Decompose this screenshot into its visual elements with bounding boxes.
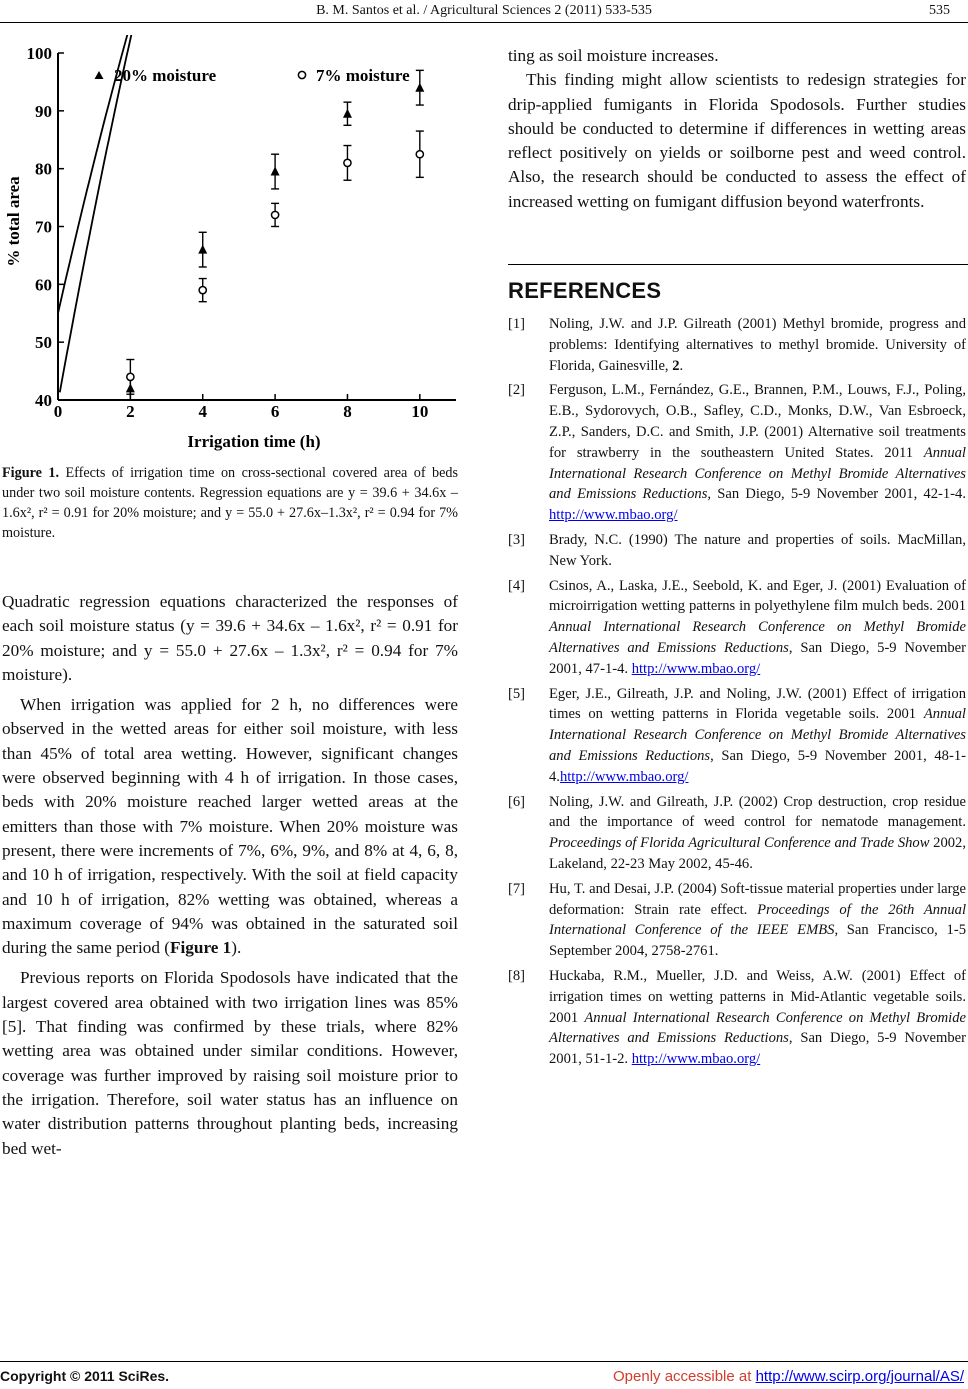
y-tick-label: 70: [35, 217, 52, 237]
reference-link[interactable]: http://www.mbao.org/: [559, 768, 689, 785]
reference-text-part: Noling, J.W. and J.P. Gilreath (2001) Methyl bromide, progress and problems: Identifying alternatives to methyl bromide. University of Florida, Gainesville,: [549, 316, 966, 374]
reference-number: [6]: [508, 793, 526, 810]
reference-text-part: Eger, J.E., Gilreath, J.P. and Noling, J.W. (2001) Effect of irrigation times on wetting patterns in Florida vegetable soils. 2001: [549, 685, 966, 723]
data-point-triangle: [271, 167, 280, 176]
reference-text-part: 2002, Lakeland, 22-23 May 2002, 45-46.: [549, 835, 967, 872]
reference-number: [8]: [508, 967, 526, 984]
reference-link[interactable]: http://www.mbao.org/: [549, 507, 678, 524]
reference-text-part: .: [679, 357, 684, 374]
legend-label-7pct: 7% moisture: [316, 66, 410, 85]
figure-caption-text: Effects of irrigation time on cross-sectional covered area of beds under two soil moisture contents. Regression equations are y = 39.6 + 34.6x – 1.6x², r² = 0.91 for 20% moisture; and y = 55.0 + 27.6x–1.3x², r² = 0.94 for 7% moisture.: [2, 465, 458, 541]
reference-text: [549, 966, 966, 1070]
reference-source-title: Annual International Research Conference on Methyl Bromide Alternatives and Emissions Reductions: [549, 444, 966, 503]
reference-text-part: Ferguson, L.M., Fernández, G.E., Brannen, P.M., Louws, F.J., Poling, E.B., Sydorovych, O.B., Safley, C.D., Monks, D.W., Van Esbroeck, Z.P., Sanders, D.C. and Smith, J.P. (2001) Alternative soil treatments for strawberry in the southeastern United States. 2011: [549, 382, 966, 461]
reference-source-title: Proceedings of Florida Agricultural Conference and Trade Show: [549, 835, 930, 852]
reference-number: [1]: [508, 316, 526, 332]
fit-curve-20pct: [60, 35, 440, 392]
reference-link[interactable]: http://www.mbao.org/: [631, 1051, 761, 1068]
x-tick-label: 0: [53, 402, 63, 421]
reference-item: [508, 576, 966, 680]
y-tick-label: 60: [35, 275, 52, 295]
open-access-text: Openly accessible at: [613, 1368, 756, 1385]
paragraph: ting as soil moisture increases.: [508, 46, 719, 65]
x-tick-label: 10: [411, 402, 429, 421]
references-heading: REFERENCES: [508, 278, 662, 303]
paragraph-text: ).: [231, 938, 242, 958]
reference-text-part: Hu, T. and Desai, J.P. (2004) Soft-tissue material properties under large deformation: Strain rate effect.: [549, 880, 966, 918]
copyright-notice: Copyright © 2011 SciRes.: [0, 1368, 170, 1384]
open-access-notice: [613, 1368, 964, 1385]
paragraph-text: When irrigation was applied for 2 h, no differences were observed in the wetted areas for either soil moisture, with less than 45% of total area wetting. However, significant changes were observed beginning with 4 h of irrigation. In those cases, beds with 20% moisture reached larger wetted areas at the emitters than those with 7% moisture. When 20% moisture was present, there were increments of 7%, 6%, 9%, and 8% at 4, 6, 8, and 10 h of irrigation, respectively. With the soil at field capacity and 10 h of irrigation, 82% wetting was obtained, whereas a maximum coverage of 94% was obtained in the saturated soil during the same period (: [2, 695, 458, 958]
header-rule: [0, 22, 968, 23]
x-tick-label: 8: [343, 402, 352, 421]
reference-link[interactable]: http://www.mbao.org/: [631, 660, 761, 677]
reference-item: [508, 792, 966, 875]
paragraph: [2, 693, 458, 960]
y-tick-label: 50: [35, 333, 52, 353]
reference-number: [3]: [508, 531, 526, 548]
figure-caption-label: Figure 1.: [2, 465, 60, 481]
legend-marker-circle: [298, 71, 305, 78]
reference-text-part: , San Diego, 5-9 November 2001, 48-1-4.: [549, 747, 966, 785]
reference-item: [508, 684, 966, 788]
reference-source-title: Annual International Research Conference on Methyl Bromide Alternatives and Emissions Reductions: [549, 1009, 966, 1047]
y-axis-title: % total area: [4, 176, 23, 267]
figure-reference: Figure 1: [170, 938, 232, 958]
reference-text: [549, 380, 966, 526]
reference-text-part: , San Francisco, 1-5 September 2004, 2758-2761.: [549, 922, 966, 960]
reference-text-part: , San Diego, 5-9 November 2001, 47-1-4.: [549, 639, 966, 677]
reference-text-part: , San Diego, 5-9 November 2001, 51-1-2.: [549, 1030, 966, 1068]
reference-text-part: , San Diego, 5-9 November 2001, 42-1-4.: [707, 486, 966, 503]
running-title: B. M. Santos et al. / Agricultural Sciences 2 (2011) 533-535: [316, 3, 652, 18]
running-header: [0, 0, 968, 24]
paragraph: Quadratic regression equations characterized the responses of each soil moisture status (y = 39.6 + 34.6x – 1.6x², r² = 0.91 for 20% moisture; and y = 55.0 + 27.6x – 1.3x², r² = 0.94 for 7% moisture).: [2, 592, 458, 684]
reference-text-part: Brady, N.C. (1990) The nature and properties of soils. MacMillan, New York.: [549, 531, 966, 569]
data-point-circle: [127, 373, 134, 380]
data-point-circle: [199, 287, 206, 294]
figure-1-chart: [0, 35, 470, 455]
figure-caption: [2, 463, 458, 543]
reference-source-title: Proceedings of the 26th Annual International Conference of the IEEE EMBS: [549, 901, 966, 939]
reference-text: [549, 792, 966, 875]
paragraph: Previous reports on Florida Spodosols have indicated that the largest covered area obtained with two irrigation lines was 85% [5]. That finding was confirmed by these trials, where 82% wetting area was obtained under similar conditions. However, coverage was further improved by raising soil moisture prior to the irrigation. Therefore, soil water status has an influence on water distribution patterns throughout planting beds, increasing bed wet-: [2, 968, 458, 1158]
reference-text-part: Huckaba, R.M., Mueller, J.D. and Weiss, A.W. (2001) Effect of irrigation times on wetting patterns in Mid-Atlantic vegetable soils. 2001: [549, 967, 966, 1026]
x-tick-label: 6: [270, 402, 280, 421]
reference-item: [508, 380, 966, 526]
journal-link[interactable]: http://www.scirp.org/journal/AS/: [755, 1368, 964, 1385]
data-point-circle: [416, 151, 423, 158]
data-point-triangle: [415, 83, 424, 92]
reference-text: [549, 684, 966, 788]
reference-item: [508, 966, 966, 1070]
reference-text: [549, 576, 966, 680]
reference-text-part: Csinos, A., Laska, J.E., Seebold, K. and Eger, J. (2001) Evaluation of microirrigation wetting patterns in polyethylene film mulch beds. 2001: [549, 577, 966, 615]
legend-label-20pct: 20% moisture: [114, 66, 217, 85]
data-point-triangle: [198, 245, 207, 254]
paragraph: This finding might allow scientists to redesign strategies for drip-applied fumigants in Florida Spodosols. Further studies should be conducted to determine if differences in wetting areas reflect positively on yields or soilborne pest and weed control. Also, the research should be conducted to assess the effect of increased wetting on fumigant diffusion beyond waterfronts.: [508, 70, 966, 211]
y-tick-label: 80: [35, 159, 52, 179]
reference-list: [508, 314, 966, 1074]
reference-item: [508, 314, 966, 376]
reference-item: [508, 879, 966, 962]
x-tick-label: 2: [126, 402, 135, 421]
reference-volume: 2: [672, 357, 680, 374]
x-tick-label: 4: [198, 402, 207, 421]
reference-source-title: Annual International Research Conference on Methyl Bromide Alternatives and Emissions Reductions: [549, 706, 966, 764]
page-number: 535: [929, 3, 950, 18]
reference-text: [549, 530, 966, 572]
reference-number: [4]: [508, 577, 526, 594]
y-tick-label: 100: [26, 44, 52, 63]
reference-source-title: Annual International Research Conference on Methyl Bromide Alternatives and Emissions Reductions: [549, 619, 966, 656]
footer-rule: [0, 1361, 968, 1362]
reference-text: [549, 314, 966, 376]
data-point-circle: [271, 211, 278, 218]
data-point-triangle: [343, 109, 352, 118]
reference-text-part: Noling, J.W. and Gilreath, J.P. (2002) Crop destruction, crop residue and the importance of weed control for nematode management.: [549, 793, 966, 831]
references-rule: [508, 264, 968, 265]
left-column: [2, 590, 458, 1161]
reference-number: [7]: [508, 880, 526, 897]
legend-marker-triangle: [95, 71, 104, 79]
y-tick-label: 40: [35, 391, 52, 410]
right-column: [508, 44, 966, 214]
reference-item: [508, 530, 966, 572]
data-point-circle: [344, 159, 351, 166]
y-tick-label: 90: [35, 101, 52, 121]
reference-number: [5]: [508, 685, 526, 702]
x-axis-title: Irrigation time (h): [187, 432, 321, 451]
reference-text: [549, 879, 966, 962]
reference-number: [2]: [508, 382, 526, 399]
